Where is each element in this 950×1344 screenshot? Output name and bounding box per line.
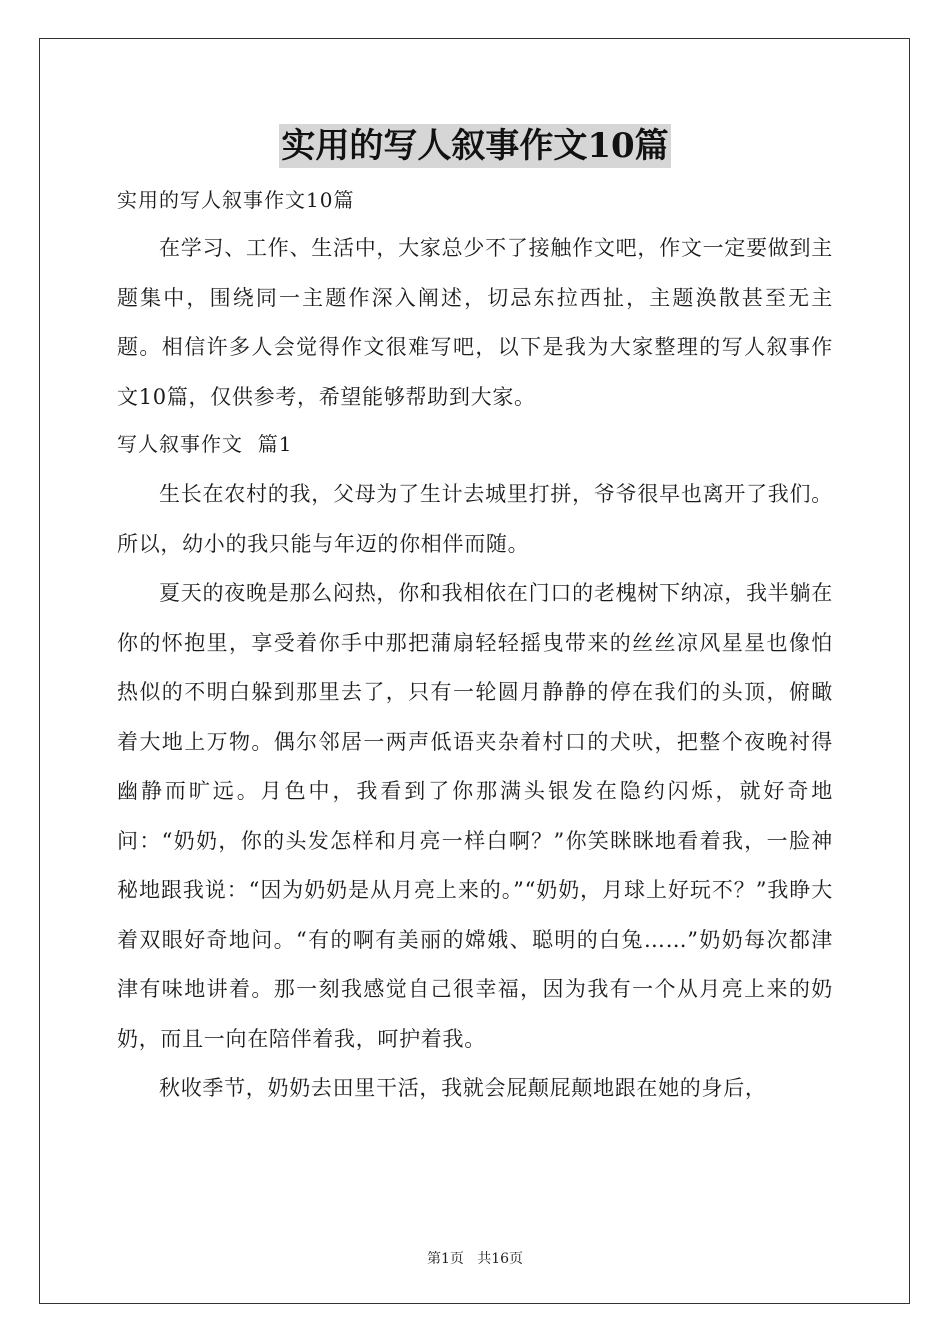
page-footer: 第1页 共16页 bbox=[426, 1251, 524, 1267]
body-paragraph: 秋收季节，奶奶去田里干活，我就会屁颠屁颠地跟在她的身后， bbox=[159, 1076, 767, 1100]
intro-paragraph: 在学习、工作、生活中，大家总少不了接触作文吧，作文一定要做到主题集中，围绕同一主题作深入阐述，切忌东拉西扯，主题涣散甚至无主题。相信许多人会觉得作文很难写吧，以下是我为大家整理的写人叙事作文10篇，仅供参考，希望能够帮助到大家。 bbox=[117, 236, 833, 409]
document-body bbox=[117, 180, 833, 1114]
document-subtitle: 实用的写人叙事作文10篇 bbox=[117, 188, 355, 212]
section-heading: 写人叙事作文 篇1 bbox=[117, 432, 293, 456]
body-paragraph: 生长在农村的我，父母为了生计去城里打拼，爷爷很早也离开了我们。所以，幼小的我只能与年迈的你相伴而随。 bbox=[117, 482, 833, 556]
title-container bbox=[0, 124, 950, 168]
body-paragraph: 夏天的夜晚是那么闷热，你和我相依在门口的老槐树下纳凉，我半躺在你的怀抱里，享受着你手中那把蒲扇轻轻摇曳带来的丝丝凉风星星也像怕热似的不明白躲到那里去了，只有一轮圆月静静的停在我们的头顶，俯瞰着大地上万物。偶尔邻居一两声低语夹杂着村口的犬吠，把整个夜晚衬得幽静而旷远。月色中，我看到了你那满头银发在隐约闪烁，就好奇地问：“奶奶，你的头发怎样和月亮一样白啊？”你笑眯眯地看着我，一脸神秘地跟我说：“因为奶奶是从月亮上来的。”“奶奶，月球上好玩不？”我睁大着双眼好奇地问。“有的啊有美丽的嫦娥、聪明的白兔……”奶奶每次都津津有味地讲着。那一刻我感觉自己很幸福，因为我有一个从月亮上来的奶奶，而且一向在陪伴着我，呵护着我。 bbox=[117, 581, 833, 1051]
document-title: 实用的写人叙事作文10篇 bbox=[281, 126, 669, 166]
